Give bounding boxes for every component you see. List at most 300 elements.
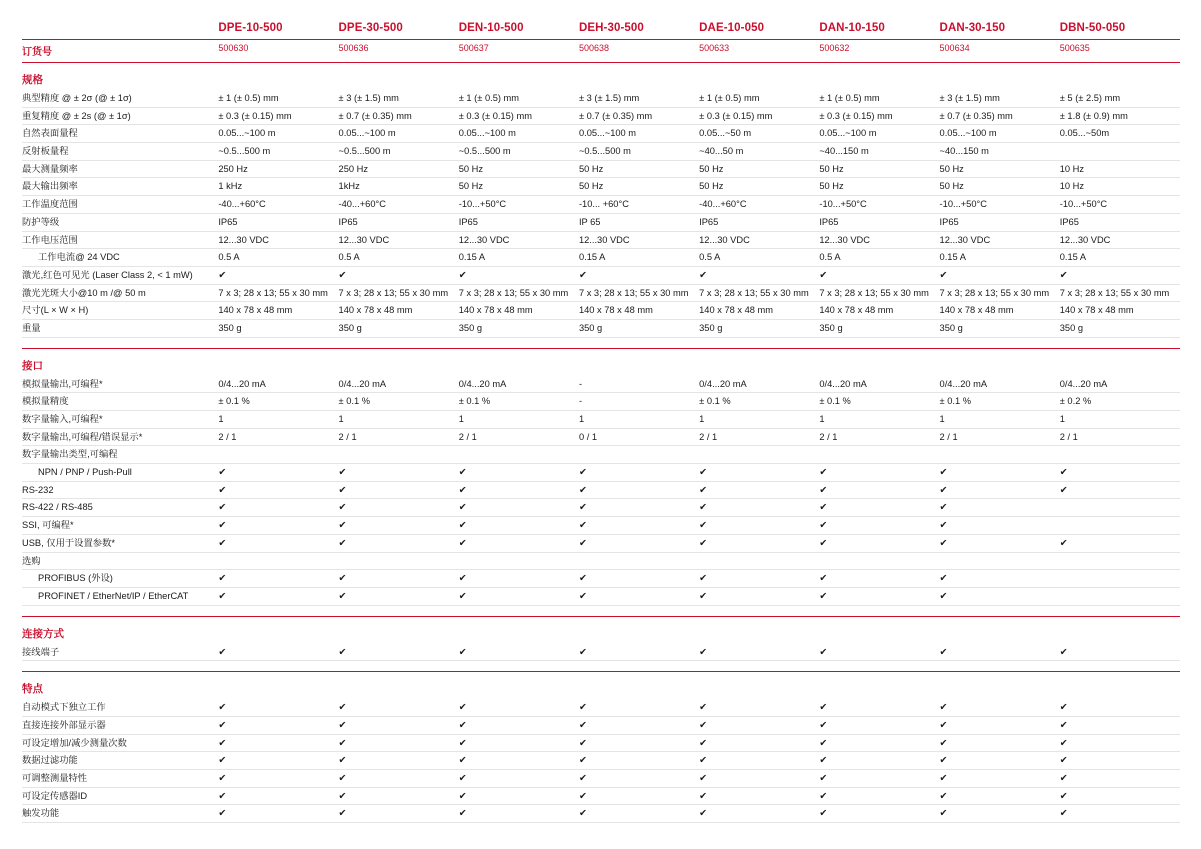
order-number-row [22,40,1180,63]
row-value [699,787,819,805]
order-number-6: 500634 [939,43,970,53]
row-value: 140 x 78 x 48 mm [940,302,1060,320]
row-value: 1 [579,411,699,429]
spacer-cell [940,605,1060,616]
row-value [699,446,819,464]
check-icon: ✔ [939,537,948,549]
row-value [339,552,459,570]
row-value [819,481,939,499]
table-row [22,805,1180,823]
row-value: 50 Hz [579,178,699,196]
row-value [339,570,459,588]
row-value: 1 kHz [218,178,338,196]
row-label: 自动模式下独立工作 [22,699,218,716]
row-value [459,716,579,734]
row-value [940,464,1060,482]
section-title-pad [459,349,579,376]
row-value [1060,787,1180,805]
row-value: -40...+60°C [339,196,459,214]
row-value: ± 0.3 (± 0.15) mm [218,107,338,125]
row-value [459,587,579,605]
table-row [22,734,1180,752]
row-value [218,464,338,482]
table-row [22,196,1180,214]
table-header-row [22,22,1180,40]
row-label: 直接连接外部显示器 [22,716,218,734]
row-value [699,644,819,661]
row-value [940,517,1060,535]
row-value [339,787,459,805]
row-value: 0.05...~100 m [339,125,459,143]
table-row [22,499,1180,517]
row-value [1060,143,1180,161]
row-value [339,534,459,552]
row-value: 50 Hz [579,160,699,178]
section-title-pad [459,63,579,90]
row-value: ± 0.7 (± 0.35) mm [579,107,699,125]
row-value [940,716,1060,734]
row-value: 140 x 78 x 48 mm [819,302,939,320]
spacer-cell [218,661,338,672]
check-icon: ✔ [578,269,587,281]
row-value [339,481,459,499]
row-value: ± 3 (± 1.5) mm [940,90,1060,107]
row-value [1060,266,1180,284]
check-icon: ✔ [939,646,948,658]
row-value [699,481,819,499]
row-value: 140 x 78 x 48 mm [459,302,579,320]
check-icon: ✔ [699,790,708,802]
row-value: -10... +60°C [579,196,699,214]
row-value [940,446,1060,464]
row-value [819,464,939,482]
check-icon: ✔ [338,719,347,731]
row-value: IP 65 [579,213,699,231]
order-number-0: 500630 [218,43,249,53]
row-value [218,446,338,464]
check-icon: ✔ [939,808,948,820]
row-label: 激光,红色可见光 (Laser Class 2, < 1 mW) [22,266,218,284]
table-row [22,517,1180,535]
section-title-pad [459,617,579,644]
row-value [218,534,338,552]
row-label: 自然表面量程 [22,125,218,143]
check-icon: ✔ [819,573,828,585]
row-label: SSI, 可编程* [22,517,218,535]
row-value: 50 Hz [459,178,579,196]
row-label: 反射板量程 [22,143,218,161]
row-value: 50 Hz [459,160,579,178]
check-icon: ✔ [819,484,828,496]
row-value: 12...30 VDC [819,231,939,249]
row-value: 0 / 1 [579,428,699,446]
check-icon: ✔ [218,646,227,658]
table-row [22,428,1180,446]
row-value: 140 x 78 x 48 mm [1060,302,1180,320]
section-title-pad [218,672,338,699]
row-value: ± 1 (± 0.5) mm [819,90,939,107]
check-icon: ✔ [578,737,587,749]
row-value: ± 1 (± 0.5) mm [459,90,579,107]
row-value: 350 g [218,319,338,337]
row-value: ~0.5...500 m [339,143,459,161]
row-value: 2 / 1 [218,428,338,446]
row-value: 7 x 3; 28 x 13; 55 x 30 mm [1060,284,1180,302]
row-value [819,805,939,823]
row-value: 250 Hz [339,160,459,178]
row-label: 触发功能 [22,805,218,823]
check-icon: ✔ [1059,537,1068,549]
section-title-row [22,617,1180,644]
row-value [459,787,579,805]
row-value [218,517,338,535]
row-value [1060,644,1180,661]
section-title-pad [819,349,939,376]
row-value: 7 x 3; 28 x 13; 55 x 30 mm [699,284,819,302]
row-value: 0.05...~50m [1060,125,1180,143]
check-icon: ✔ [218,719,227,731]
section-title-pad [339,617,459,644]
row-value [1060,716,1180,734]
section-title: 特点 [22,683,43,696]
check-icon: ✔ [819,773,828,784]
check-icon: ✔ [578,755,587,767]
row-value: ± 0.7 (± 0.35) mm [339,107,459,125]
row-value: 12...30 VDC [1060,231,1180,249]
row-value: 2 / 1 [940,428,1060,446]
row-value [819,734,939,752]
section-title-pad [940,349,1060,376]
row-value: 1 [1060,411,1180,429]
row-value [218,787,338,805]
row-value [699,805,819,823]
check-icon: ✔ [218,484,227,496]
row-value: ~40...150 m [819,143,939,161]
spacer-cell [819,605,939,616]
row-value [940,552,1060,570]
check-icon: ✔ [338,573,347,585]
row-value [1060,587,1180,605]
check-icon: ✔ [458,520,467,532]
spacer-cell [1060,823,1180,834]
check-icon: ✔ [699,502,708,514]
check-icon: ✔ [699,737,708,749]
check-icon: ✔ [218,808,227,820]
row-value: 7 x 3; 28 x 13; 55 x 30 mm [339,284,459,302]
section-spacer [22,823,1180,834]
check-icon: ✔ [1059,755,1068,767]
section-spacer [22,605,1180,616]
check-icon: ✔ [1059,719,1068,731]
row-label: 可设定增加/减少测量次数 [22,734,218,752]
table-row [22,143,1180,161]
check-icon: ✔ [819,719,828,731]
check-icon: ✔ [578,520,587,532]
section-title-pad [940,63,1060,90]
row-value [819,552,939,570]
spacer-cell [1060,605,1180,616]
order-number-5: 500632 [819,43,850,53]
row-value: 350 g [699,319,819,337]
order-number-4: 500633 [699,43,730,53]
check-icon: ✔ [338,520,347,532]
section-title-pad [1060,672,1180,699]
row-value: 1 [699,411,819,429]
table-row [22,411,1180,429]
check-icon: ✔ [218,702,227,714]
table-row [22,552,1180,570]
check-icon: ✔ [218,737,227,749]
check-icon: ✔ [338,502,347,514]
row-value: 2 / 1 [339,428,459,446]
spacer-cell [22,337,218,348]
row-label: 可设定传感器ID [22,787,218,805]
row-value [940,481,1060,499]
row-value [339,587,459,605]
check-icon: ✔ [338,755,347,767]
check-icon: ✔ [819,790,828,802]
check-icon: ✔ [458,755,467,767]
section-title-pad [699,63,819,90]
section-title-pad [940,617,1060,644]
spacer-cell [459,661,579,672]
check-icon: ✔ [699,646,708,658]
row-value [459,552,579,570]
row-value [339,699,459,716]
row-value [1060,734,1180,752]
row-value: 0/4...20 mA [1060,376,1180,393]
section-title-pad [218,63,338,90]
table-row [22,481,1180,499]
row-value: 250 Hz [218,160,338,178]
check-icon: ✔ [578,773,587,784]
row-label: PROFINET / EtherNet/IP / EtherCAT [22,587,218,605]
spacer-cell [940,661,1060,672]
row-value: ± 0.7 (± 0.35) mm [940,107,1060,125]
section-title-pad [1060,63,1180,90]
check-icon: ✔ [819,755,828,767]
row-value: 1 [218,411,338,429]
order-number-3: 500638 [578,43,609,53]
section-title-pad [339,63,459,90]
spacer-cell [339,661,459,672]
section-title-pad [699,617,819,644]
spacer-cell [579,605,699,616]
row-value: 7 x 3; 28 x 13; 55 x 30 mm [459,284,579,302]
table-row [22,249,1180,267]
table-row [22,213,1180,231]
row-value [1060,499,1180,517]
check-icon: ✔ [338,646,347,658]
row-value [940,734,1060,752]
row-value: 7 x 3; 28 x 13; 55 x 30 mm [218,284,338,302]
row-value [218,805,338,823]
check-icon: ✔ [578,573,587,585]
row-value [339,446,459,464]
row-value [1060,552,1180,570]
spacer-cell [218,823,338,834]
row-value: 2 / 1 [819,428,939,446]
row-value [459,446,579,464]
spacer-cell [940,823,1060,834]
row-value: -10...+50°C [1060,196,1180,214]
row-value [1060,770,1180,788]
row-value [579,699,699,716]
row-value: 0.05...~100 m [459,125,579,143]
row-value: ~40...150 m [940,143,1060,161]
row-value [819,570,939,588]
row-value: 350 g [1060,319,1180,337]
row-value [819,770,939,788]
row-value [459,499,579,517]
row-value: 50 Hz [699,178,819,196]
row-value [819,716,939,734]
section-title-pad [1060,349,1180,376]
check-icon: ✔ [218,755,227,767]
row-label: 防护等级 [22,213,218,231]
section-title-pad [579,672,699,699]
row-value: ± 3 (± 1.5) mm [339,90,459,107]
check-icon: ✔ [458,502,467,514]
row-value [699,770,819,788]
row-value [940,266,1060,284]
row-value [459,266,579,284]
row-value: 0.15 A [459,249,579,267]
row-value: ~0.5...500 m [459,143,579,161]
row-value: 0.15 A [1060,249,1180,267]
row-value [459,805,579,823]
check-icon: ✔ [458,467,467,479]
row-value: -40...+60°C [699,196,819,214]
spacer-cell [819,823,939,834]
row-value [218,552,338,570]
row-value [940,570,1060,588]
check-icon: ✔ [939,755,948,767]
row-value: ± 0.1 % [699,393,819,411]
row-value: 0/4...20 mA [819,376,939,393]
table-row [22,393,1180,411]
table-row [22,534,1180,552]
table-row [22,699,1180,716]
row-value [339,517,459,535]
check-icon: ✔ [939,573,948,585]
section-title-pad [459,672,579,699]
row-value [459,464,579,482]
check-icon: ✔ [458,790,467,802]
row-value: - [579,376,699,393]
spacer-cell [459,605,579,616]
row-label: 典型精度 @ ± 2σ (@ ± 1σ) [22,90,218,107]
check-icon: ✔ [578,808,587,820]
row-value: -40...+60°C [218,196,338,214]
check-icon: ✔ [578,790,587,802]
row-value: 50 Hz [819,178,939,196]
row-label: USB, 仅用于设置参数* [22,534,218,552]
section-title-pad [218,349,338,376]
row-value: 50 Hz [940,160,1060,178]
section-title-pad [940,672,1060,699]
row-value: 0.05...~50 m [699,125,819,143]
row-value [579,464,699,482]
row-value: ± 5 (± 2.5) mm [1060,90,1180,107]
row-value [699,752,819,770]
row-value: 0.5 A [699,249,819,267]
row-value: ~0.5...500 m [579,143,699,161]
check-icon: ✔ [699,755,708,767]
check-icon: ✔ [338,484,347,496]
table-row [22,319,1180,337]
section-title-row [22,349,1180,376]
spacer-cell [22,605,218,616]
check-icon: ✔ [338,269,347,281]
row-value: ± 0.3 (± 0.15) mm [819,107,939,125]
row-value [579,644,699,661]
row-value: 12...30 VDC [339,231,459,249]
row-value [699,570,819,588]
section-title-row [22,63,1180,90]
spacer-cell [1060,661,1180,672]
row-value: 2 / 1 [459,428,579,446]
spacer-cell [699,337,819,348]
row-value [1060,534,1180,552]
check-icon: ✔ [699,484,708,496]
row-value [819,699,939,716]
check-icon: ✔ [578,702,587,714]
table-row [22,160,1180,178]
row-label: 尺寸(L × W × H) [22,302,218,320]
row-value [218,481,338,499]
row-value: 10 Hz [1060,178,1180,196]
row-value: IP65 [339,213,459,231]
check-icon: ✔ [819,537,828,549]
row-value [579,534,699,552]
check-icon: ✔ [1059,484,1068,496]
row-value [940,644,1060,661]
row-value [579,587,699,605]
row-value: 7 x 3; 28 x 13; 55 x 30 mm [819,284,939,302]
row-value: IP65 [1060,213,1180,231]
section-title-row [22,672,1180,699]
row-value: 0.05...~100 m [940,125,1060,143]
check-icon: ✔ [819,646,828,658]
row-value [1060,752,1180,770]
check-icon: ✔ [338,808,347,820]
table-row [22,178,1180,196]
row-value: 12...30 VDC [940,231,1060,249]
row-value: 350 g [339,319,459,337]
spacer-cell [218,337,338,348]
check-icon: ✔ [939,590,948,602]
row-value: ± 0.3 (± 0.15) mm [699,107,819,125]
check-icon: ✔ [939,520,948,532]
row-value: -10...+50°C [819,196,939,214]
check-icon: ✔ [819,702,828,714]
row-value: ~40...50 m [699,143,819,161]
row-value: 140 x 78 x 48 mm [339,302,459,320]
table-row [22,302,1180,320]
row-label: NPN / PNP / Push-Pull [22,464,218,482]
check-icon: ✔ [338,773,347,784]
check-icon: ✔ [218,502,227,514]
row-value [579,752,699,770]
header-label-cell [22,22,218,40]
row-value [940,534,1060,552]
row-value [579,787,699,805]
row-value: 0/4...20 mA [218,376,338,393]
order-number-2: 500637 [458,43,489,53]
row-value: ± 1 (± 0.5) mm [218,90,338,107]
check-icon: ✔ [699,702,708,714]
